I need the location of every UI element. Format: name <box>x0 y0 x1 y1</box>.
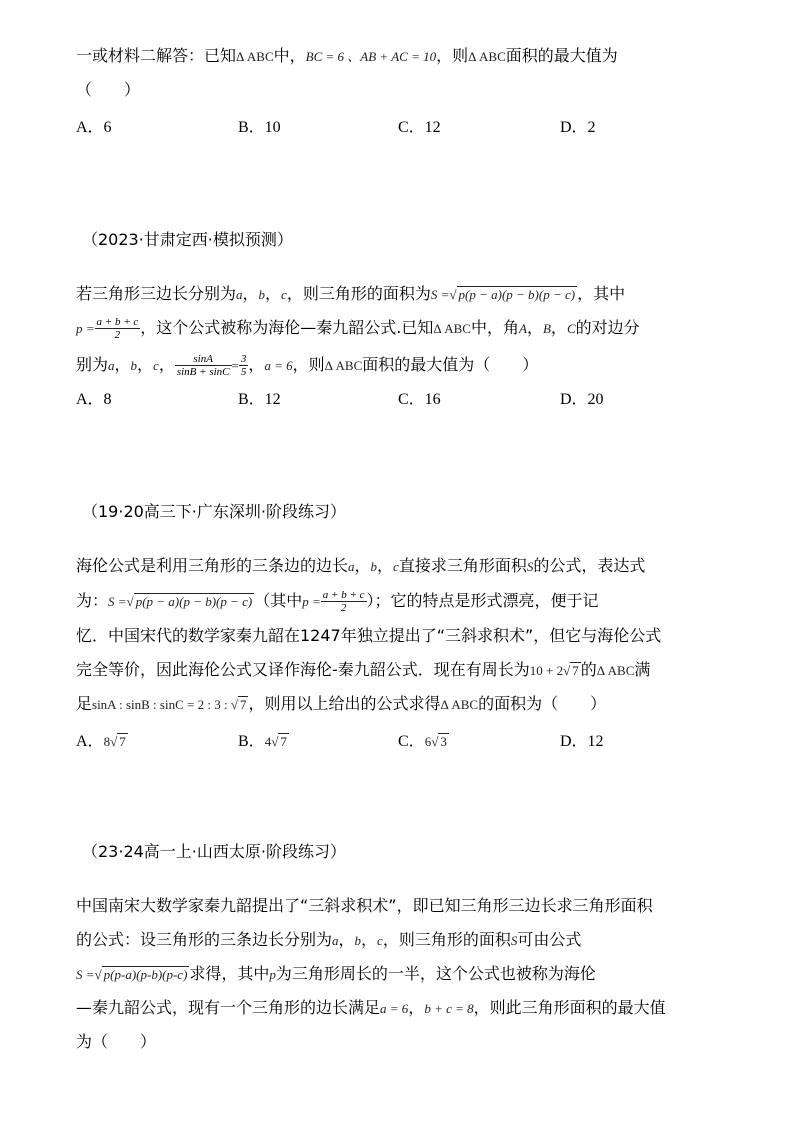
var-a: a <box>236 287 243 302</box>
var-c: c <box>393 559 399 574</box>
q2-text: 中，角 <box>470 318 519 337</box>
q3-text: ，则用以上给出的公式求得 <box>248 694 441 713</box>
q1-text: ，则 <box>436 46 469 65</box>
q3-text: 满 <box>634 660 651 679</box>
ratio-sqrt: √ 7 <box>230 697 247 712</box>
q4-text: 为三角形周长的一半，这个公式也被称为海伦 <box>275 964 596 983</box>
option-sqrt: √ 3 <box>431 734 447 749</box>
q2-text: ， <box>242 284 259 303</box>
option-sqrt: √ 7 <box>271 734 287 749</box>
q4-stem-line3 <box>76 962 596 987</box>
area-symbol: S <box>526 559 534 574</box>
q3-text: ）；它的特点是形式漂亮，便于记 <box>366 591 599 610</box>
frac-den: 2 <box>114 329 121 341</box>
coef: 8 <box>103 734 111 749</box>
q3-stem-line5 <box>76 692 606 717</box>
q1-triangle: Δ ABC <box>236 49 274 64</box>
q3-text: 为： <box>76 591 109 610</box>
heron-sqrt: √ p(p-a)(p-b)(p-c) <box>94 967 188 982</box>
q3-option-b <box>238 730 289 754</box>
area-symbol: S = <box>76 967 95 982</box>
q1-option-a: A．6 <box>76 119 112 136</box>
q1-text: 中， <box>273 46 306 65</box>
option-label: A． <box>76 733 104 750</box>
p-symbol: p = <box>302 594 321 609</box>
q3-option-d <box>560 730 604 754</box>
q3-text: 的面积为（ ） <box>478 694 607 713</box>
q3-text: 完全等价，因此海伦公式又译作海伦-秦九韶公式．现在有周长为 <box>76 660 530 679</box>
q1-text: 面积的最大值为 <box>505 46 618 65</box>
var-c: c <box>377 933 383 948</box>
q3-triangle: Δ ABC <box>440 697 479 712</box>
sqrt-radicand: 7 <box>119 734 126 749</box>
q2-text: 别为 <box>76 355 109 374</box>
equals: = <box>231 358 239 373</box>
option-sqrt: √ 7 <box>110 734 126 749</box>
frac-den: sinB + sinC <box>176 366 230 378</box>
perimeter-sqrt: √ 7 <box>563 663 579 678</box>
var-a: a <box>332 933 339 948</box>
sqrt-radicand: 3 <box>440 734 447 749</box>
q1-option-b: B．10 <box>238 119 281 136</box>
var-a: a <box>348 559 355 574</box>
q3-text: 的公式，表达式 <box>533 556 646 575</box>
q2-text: ，则三角形的面积为 <box>286 284 431 303</box>
var-c: c <box>281 287 287 302</box>
q3-text: 海伦公式是利用三角形的三条边的边长 <box>76 556 349 575</box>
heron-sqrt: √ p(p − a)(p − b)(p − c) <box>449 287 576 302</box>
frac-den: 5 <box>240 366 247 378</box>
q1-text: 一或材料二解答：已知 <box>76 46 237 65</box>
q2-text: ， <box>265 284 282 303</box>
var-c: c <box>153 358 159 373</box>
q1-answer-paren <box>76 78 140 102</box>
p-symbol: p = <box>76 321 95 336</box>
frac-num: 3 <box>240 353 247 365</box>
q3-text: 直接求三角形面积 <box>398 556 527 575</box>
frac-num: a + b + c <box>322 589 365 601</box>
frac-num: a + b + c <box>96 316 139 328</box>
var-b: b <box>258 287 266 302</box>
q1-option-d: D．2 <box>560 119 596 136</box>
q2-source: （2023·甘肃定西·模拟预测） <box>82 230 293 249</box>
var-b: b <box>354 933 362 948</box>
q3-stem-line1: 海伦公式是利用三角形的三条边的边长a，b，c直接求三角形面积S的公式，表达式 <box>76 556 646 575</box>
q2-stem-line3: 别为a，b，c， $\frac{\sin A}{\sin B + \sin C}$ = $\frac{3}{5}$ ，a = 6，则Δ ABC面积的最大值为（ ） <box>76 353 539 378</box>
p-fraction <box>321 589 367 614</box>
heron-radicand: p(p − a)(p − b)(p − c) <box>135 594 253 609</box>
area-symbol: S = <box>430 287 450 302</box>
q4-stem-line4: —秦九韶公式，现有一个三角形的边长满足a = 6，b + c = 8，则此三角形面积的最大值 <box>76 998 666 1017</box>
p-symbol: p <box>269 967 276 982</box>
q1-stem-line1 <box>76 44 618 69</box>
option-label: C． <box>398 733 425 750</box>
sqrt-radicand: 7 <box>239 697 247 712</box>
heron-radicand: p(p-a)(p-b)(p-c) <box>103 967 188 982</box>
q2-text: 面积的最大值为（ ） <box>362 355 539 374</box>
q3-text: （其中 <box>254 591 303 610</box>
q1-triangle: Δ ABC <box>468 49 506 64</box>
q4-source: （23·24高一上·山西太原·阶段练习） <box>82 842 346 861</box>
q3-source: （19·20高三下·广东深圳·阶段练习） <box>82 502 346 521</box>
q4-text: 可由公式 <box>517 930 582 949</box>
q4-text: 求得，其中 <box>189 964 270 983</box>
q3-option-a <box>76 730 128 754</box>
q3-triangle: Δ ABC <box>596 663 635 678</box>
q2-triangle: Δ ABC <box>324 358 363 373</box>
q3-stem-line3: 忆．中国宋代的数学家秦九韶在1247年独立提出了“三斜求积术”，但它与海伦公式 <box>76 626 662 645</box>
var-a: a <box>108 358 115 373</box>
side-sum-value: b + c = 8 <box>424 1001 474 1016</box>
frac-num: sinA <box>175 353 232 366</box>
heron-sqrt: √ p(p − a)(p − b)(p − c) <box>126 594 253 609</box>
p-fraction <box>95 316 141 341</box>
frac-den: 2 <box>340 602 347 614</box>
q4-text: —秦九韶公式，现有一个三角形的边长满足 <box>76 998 381 1017</box>
sine-fraction <box>175 353 232 378</box>
side-a-value: a = 6 <box>380 1001 409 1016</box>
perimeter-value: 10 + 2 <box>529 663 564 678</box>
ratio-fraction <box>239 353 249 378</box>
q2-text: ，其中 <box>577 284 626 303</box>
area-symbol: S = <box>108 594 127 609</box>
q2-text: 若三角形三边长分别为 <box>76 284 237 303</box>
q3-stem-line2 <box>76 586 599 617</box>
q2-option-b: B．12 <box>238 391 281 408</box>
var-A: A <box>519 321 527 336</box>
side-a-value: a = 6 <box>264 358 293 373</box>
q2-text: ，这个公式被称为海伦—秦九韶公式.已知 <box>140 318 434 337</box>
var-B: B <box>542 321 551 336</box>
var-C: C <box>566 321 576 336</box>
q3-stem-line4 <box>76 658 650 683</box>
answer-paren: （ ） <box>76 80 141 99</box>
q4-stem-line1: 中国南宋大数学家秦九韶提出了“三斜求积术”，即已知三角形三边长求三角形面积 <box>76 896 653 915</box>
q1-condition: BC = 6 、AB + AC = 10 <box>305 49 437 64</box>
option-label: D．12 <box>560 733 604 750</box>
q4-text: ，则三角形的面积 <box>382 930 511 949</box>
sqrt-radicand: 7 <box>280 734 287 749</box>
q4-text: ，则此三角形面积的最大值 <box>473 998 666 1017</box>
q2-option-a: A．8 <box>76 391 112 408</box>
q2-text: ，则 <box>292 355 325 374</box>
q3-text: 的 <box>580 660 597 679</box>
coef: 4 <box>264 734 272 749</box>
q2-stem-line2: p = $\frac{a + b + c}{2}$ ，这个公式被称为海伦—秦九韶公式.已知Δ ABC中，角A，B，C的对边分 <box>76 316 640 341</box>
q2-option-d: D．20 <box>560 391 604 408</box>
sine-ratio: sinA : sinB : sinC = 2 : 3 : <box>92 697 231 712</box>
q3-option-c <box>398 730 449 754</box>
q2-option-c: C．16 <box>398 391 441 408</box>
q1-option-c: C．12 <box>398 119 441 136</box>
var-b: b <box>370 559 378 574</box>
area-symbol: S <box>510 933 518 948</box>
q2-triangle: Δ ABC <box>433 321 471 336</box>
sqrt-radicand: 7 <box>572 663 579 678</box>
var-b: b <box>130 358 138 373</box>
q3-text: 足 <box>76 694 93 713</box>
q2-stem-line1 <box>76 282 625 307</box>
coef: 6 <box>424 734 432 749</box>
q4-stem-line2: 的公式：设三角形的三条边长分别为a，b，c，则三角形的面积S可由公式 <box>76 930 582 949</box>
q4-text: 的公式：设三角形的三条边长分别为 <box>76 930 333 949</box>
heron-radicand: p(p − a)(p − b)(p − c) <box>458 287 576 302</box>
q2-text: 的对边分 <box>575 318 640 337</box>
option-label: B． <box>238 733 265 750</box>
q4-stem-line5: 为（ ） <box>76 1032 157 1051</box>
